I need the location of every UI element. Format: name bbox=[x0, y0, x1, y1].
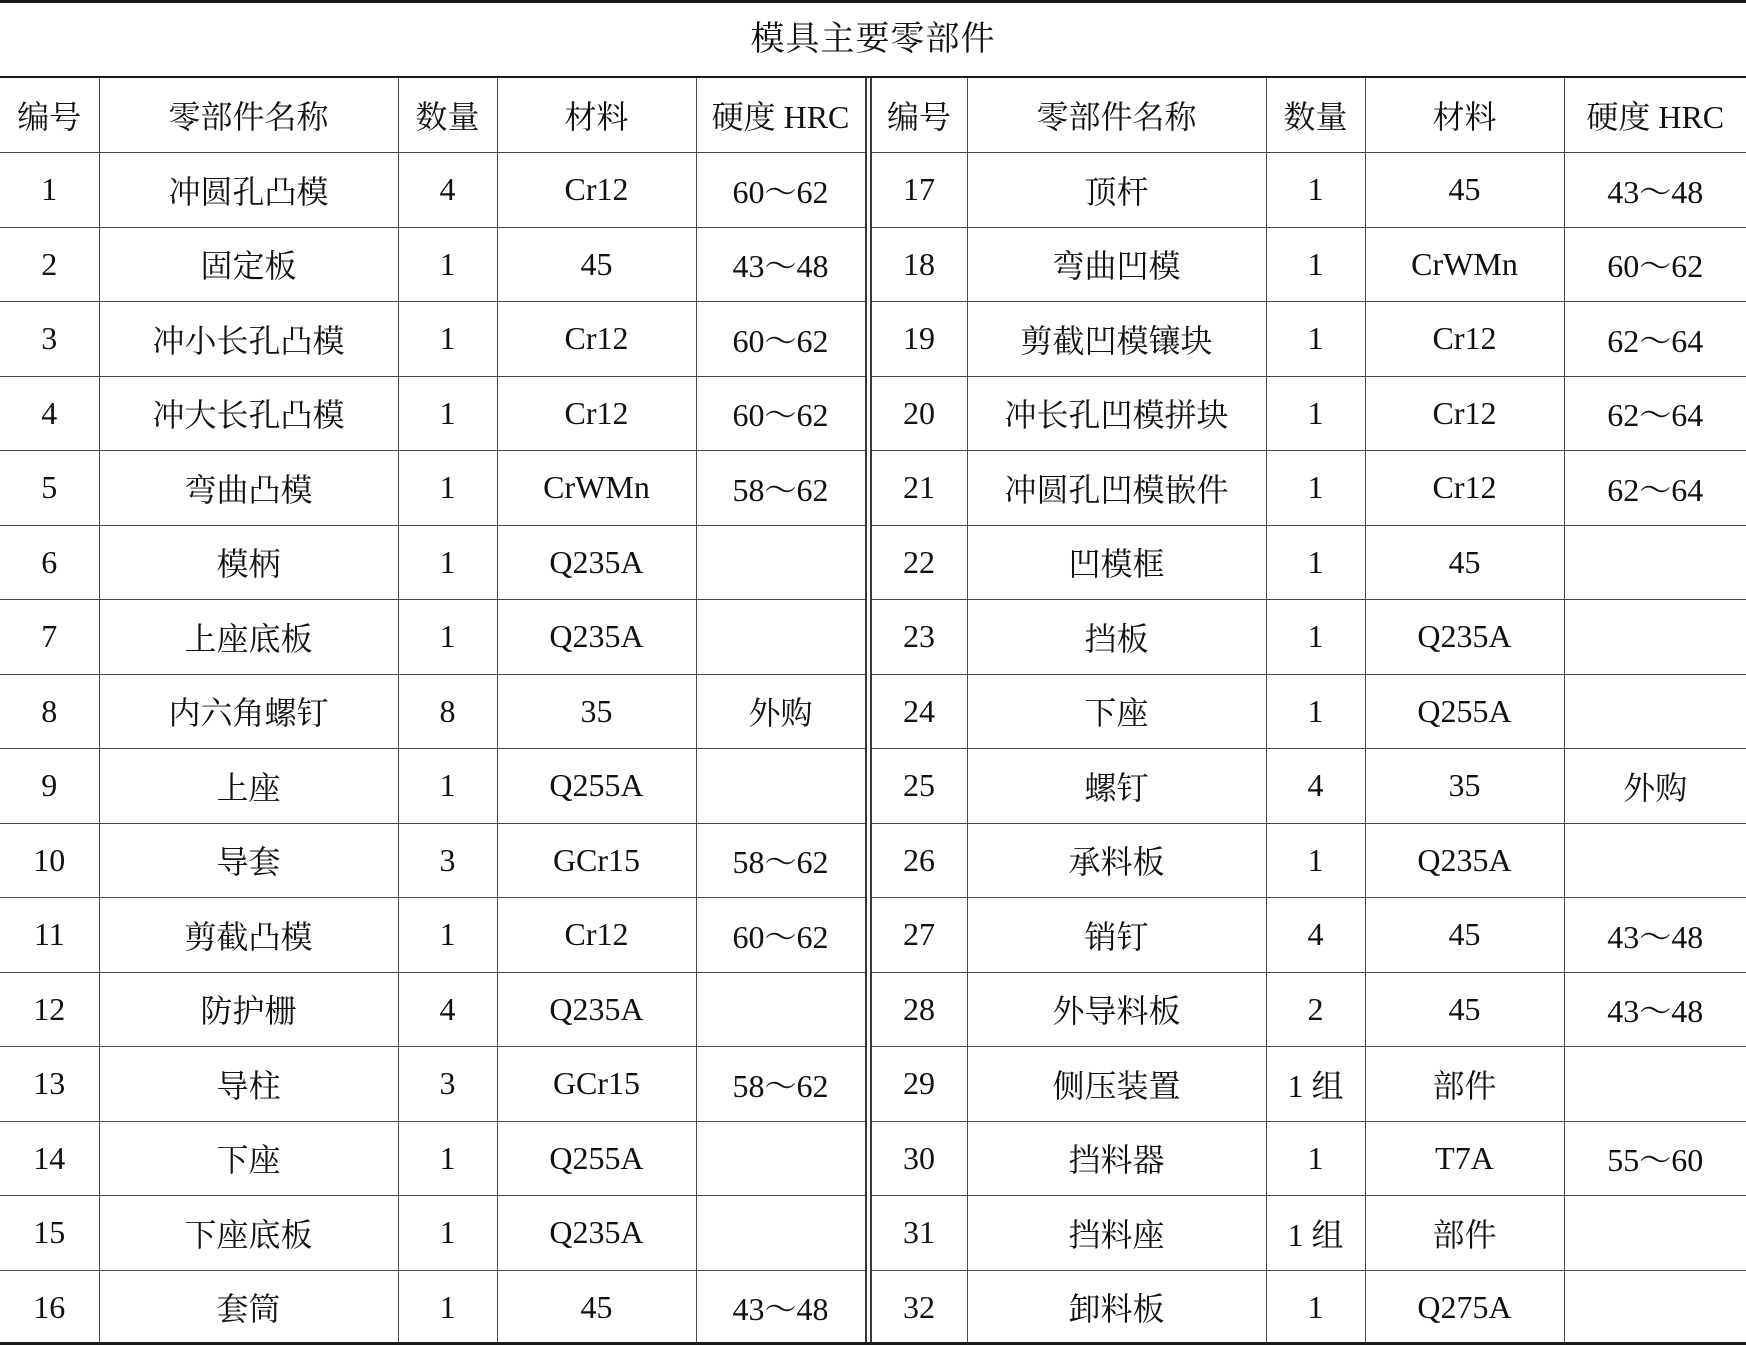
part-quantity-cell: 3 bbox=[398, 823, 497, 898]
part-material-cell: Q235A bbox=[497, 972, 696, 1047]
part-quantity-cell: 1 bbox=[398, 525, 497, 600]
table-row bbox=[0, 1196, 1746, 1271]
parts-table bbox=[0, 78, 1746, 1344]
part-material-cell: CrWMn bbox=[1365, 227, 1564, 302]
part-material-cell: 45 bbox=[497, 227, 696, 302]
table-title: 模具主要零部件 bbox=[750, 21, 996, 58]
part-hardness-cell bbox=[696, 749, 868, 824]
part-number-cell: 28 bbox=[868, 972, 967, 1047]
part-number-cell: 13 bbox=[0, 1047, 99, 1122]
part-material-cell: 部件 bbox=[1365, 1047, 1564, 1122]
part-hardness-cell: 62～64 bbox=[1564, 302, 1746, 377]
table-row bbox=[0, 153, 1746, 228]
col-header-hardness-left: 硬度 HRC bbox=[696, 78, 868, 153]
table-row bbox=[0, 227, 1746, 302]
part-material-cell: Cr12 bbox=[1365, 451, 1564, 526]
part-hardness-cell bbox=[696, 1121, 868, 1196]
part-hardness-cell: 外购 bbox=[696, 674, 868, 749]
part-number-cell: 17 bbox=[868, 153, 967, 228]
part-material-cell: Q255A bbox=[497, 1121, 696, 1196]
part-quantity-cell: 1 bbox=[398, 749, 497, 824]
part-material-cell: Cr12 bbox=[1365, 302, 1564, 377]
part-material-cell: Cr12 bbox=[497, 302, 696, 377]
part-name-cell: 冲圆孔凹模嵌件 bbox=[967, 451, 1266, 526]
part-number-cell: 18 bbox=[868, 227, 967, 302]
part-material-cell: Q275A bbox=[1365, 1270, 1564, 1344]
part-number-cell: 9 bbox=[0, 749, 99, 824]
part-hardness-cell bbox=[696, 972, 868, 1047]
part-number-cell: 25 bbox=[868, 749, 967, 824]
part-name-cell: 模柄 bbox=[99, 525, 398, 600]
table-row bbox=[0, 898, 1746, 973]
part-name-cell: 弯曲凸模 bbox=[99, 451, 398, 526]
part-hardness-cell: 60～62 bbox=[1564, 227, 1746, 302]
part-name-cell: 挡料器 bbox=[967, 1121, 1266, 1196]
part-material-cell: Q235A bbox=[1365, 823, 1564, 898]
part-number-cell: 1 bbox=[0, 153, 99, 228]
part-material-cell: Q255A bbox=[1365, 674, 1564, 749]
part-name-cell: 导套 bbox=[99, 823, 398, 898]
part-name-cell: 冲小长孔凸模 bbox=[99, 302, 398, 377]
part-material-cell: Cr12 bbox=[1365, 376, 1564, 451]
table-row bbox=[0, 376, 1746, 451]
part-name-cell: 上座 bbox=[99, 749, 398, 824]
part-hardness-cell: 62～64 bbox=[1564, 451, 1746, 526]
part-number-cell: 10 bbox=[0, 823, 99, 898]
part-quantity-cell: 1 bbox=[398, 227, 497, 302]
part-name-cell: 冲圆孔凸模 bbox=[99, 153, 398, 228]
part-quantity-cell: 1 bbox=[398, 600, 497, 675]
table-row bbox=[0, 451, 1746, 526]
part-quantity-cell: 4 bbox=[398, 153, 497, 228]
part-quantity-cell: 1 bbox=[398, 451, 497, 526]
col-header-part-name-left: 零部件名称 bbox=[99, 78, 398, 153]
part-material-cell: Q235A bbox=[497, 1196, 696, 1271]
part-quantity-cell: 1 组 bbox=[1266, 1047, 1365, 1122]
part-hardness-cell: 60～62 bbox=[696, 302, 868, 377]
col-header-quantity-left: 数量 bbox=[398, 78, 497, 153]
part-name-cell: 冲长孔凹模拼块 bbox=[967, 376, 1266, 451]
part-name-cell: 下座 bbox=[967, 674, 1266, 749]
part-number-cell: 5 bbox=[0, 451, 99, 526]
part-quantity-cell: 1 bbox=[398, 1270, 497, 1344]
part-number-cell: 12 bbox=[0, 972, 99, 1047]
part-quantity-cell: 4 bbox=[1266, 898, 1365, 973]
part-hardness-cell bbox=[1564, 1047, 1746, 1122]
part-hardness-cell bbox=[696, 600, 868, 675]
part-number-cell: 26 bbox=[868, 823, 967, 898]
part-name-cell: 卸料板 bbox=[967, 1270, 1266, 1344]
part-number-cell: 6 bbox=[0, 525, 99, 600]
part-quantity-cell: 1 bbox=[1266, 302, 1365, 377]
part-material-cell: T7A bbox=[1365, 1121, 1564, 1196]
part-material-cell: Q235A bbox=[497, 525, 696, 600]
col-header-number-left: 编号 bbox=[0, 78, 99, 153]
table-row bbox=[0, 600, 1746, 675]
part-name-cell: 承料板 bbox=[967, 823, 1266, 898]
part-material-cell: Cr12 bbox=[497, 153, 696, 228]
part-name-cell: 弯曲凹模 bbox=[967, 227, 1266, 302]
part-quantity-cell: 1 bbox=[1266, 600, 1365, 675]
part-hardness-cell: 55～60 bbox=[1564, 1121, 1746, 1196]
part-name-cell: 下座 bbox=[99, 1121, 398, 1196]
col-header-number-right: 编号 bbox=[868, 78, 967, 153]
part-hardness-cell: 58～62 bbox=[696, 1047, 868, 1122]
part-quantity-cell: 1 bbox=[1266, 1121, 1365, 1196]
part-material-cell: CrWMn bbox=[497, 451, 696, 526]
part-number-cell: 15 bbox=[0, 1196, 99, 1271]
part-hardness-cell: 43～48 bbox=[1564, 898, 1746, 973]
part-hardness-cell bbox=[1564, 1270, 1746, 1344]
part-quantity-cell: 1 bbox=[398, 1121, 497, 1196]
part-quantity-cell: 1 bbox=[1266, 451, 1365, 526]
part-material-cell: 45 bbox=[1365, 972, 1564, 1047]
table-row bbox=[0, 525, 1746, 600]
part-material-cell: 45 bbox=[1365, 153, 1564, 228]
part-hardness-cell: 外购 bbox=[1564, 749, 1746, 824]
header-row bbox=[0, 78, 1746, 153]
part-hardness-cell: 43～48 bbox=[696, 1270, 868, 1344]
part-name-cell: 内六角螺钉 bbox=[99, 674, 398, 749]
part-name-cell: 销钉 bbox=[967, 898, 1266, 973]
part-quantity-cell: 8 bbox=[398, 674, 497, 749]
part-hardness-cell bbox=[1564, 823, 1746, 898]
part-number-cell: 29 bbox=[868, 1047, 967, 1122]
part-material-cell: Q255A bbox=[497, 749, 696, 824]
part-material-cell: GCr15 bbox=[497, 1047, 696, 1122]
part-quantity-cell: 1 bbox=[1266, 153, 1365, 228]
part-material-cell: Q235A bbox=[1365, 600, 1564, 675]
part-hardness-cell: 60～62 bbox=[696, 376, 868, 451]
part-material-cell: GCr15 bbox=[497, 823, 696, 898]
part-material-cell: 部件 bbox=[1365, 1196, 1564, 1271]
part-quantity-cell: 2 bbox=[1266, 972, 1365, 1047]
part-name-cell: 挡板 bbox=[967, 600, 1266, 675]
part-material-cell: Cr12 bbox=[497, 898, 696, 973]
part-hardness-cell bbox=[696, 525, 868, 600]
part-quantity-cell: 1 组 bbox=[1266, 1196, 1365, 1271]
col-header-hardness-right: 硬度 HRC bbox=[1564, 78, 1746, 153]
part-quantity-cell: 1 bbox=[1266, 525, 1365, 600]
part-name-cell: 挡料座 bbox=[967, 1196, 1266, 1271]
part-quantity-cell: 1 bbox=[398, 898, 497, 973]
part-number-cell: 19 bbox=[868, 302, 967, 377]
part-name-cell: 侧压装置 bbox=[967, 1047, 1266, 1122]
part-quantity-cell: 1 bbox=[1266, 674, 1365, 749]
part-number-cell: 24 bbox=[868, 674, 967, 749]
part-name-cell: 防护栅 bbox=[99, 972, 398, 1047]
part-name-cell: 冲大长孔凸模 bbox=[99, 376, 398, 451]
part-name-cell: 剪截凸模 bbox=[99, 898, 398, 973]
part-number-cell: 8 bbox=[0, 674, 99, 749]
part-name-cell: 上座底板 bbox=[99, 600, 398, 675]
part-name-cell: 固定板 bbox=[99, 227, 398, 302]
part-material-cell: 35 bbox=[497, 674, 696, 749]
part-number-cell: 31 bbox=[868, 1196, 967, 1271]
part-material-cell: Cr12 bbox=[497, 376, 696, 451]
part-quantity-cell: 4 bbox=[1266, 749, 1365, 824]
part-number-cell: 30 bbox=[868, 1121, 967, 1196]
part-number-cell: 23 bbox=[868, 600, 967, 675]
part-material-cell: Q235A bbox=[497, 600, 696, 675]
part-number-cell: 7 bbox=[0, 600, 99, 675]
part-quantity-cell: 3 bbox=[398, 1047, 497, 1122]
part-number-cell: 2 bbox=[0, 227, 99, 302]
table-row bbox=[0, 1121, 1746, 1196]
part-hardness-cell: 43～48 bbox=[1564, 153, 1746, 228]
table-row bbox=[0, 823, 1746, 898]
part-name-cell: 导柱 bbox=[99, 1047, 398, 1122]
part-hardness-cell: 43～48 bbox=[1564, 972, 1746, 1047]
col-header-quantity-right: 数量 bbox=[1266, 78, 1365, 153]
table-row bbox=[0, 674, 1746, 749]
part-hardness-cell: 62～64 bbox=[1564, 376, 1746, 451]
part-material-cell: 45 bbox=[1365, 898, 1564, 973]
part-quantity-cell: 4 bbox=[398, 972, 497, 1047]
part-number-cell: 14 bbox=[0, 1121, 99, 1196]
part-number-cell: 11 bbox=[0, 898, 99, 973]
part-number-cell: 22 bbox=[868, 525, 967, 600]
part-hardness-cell bbox=[696, 1196, 868, 1271]
part-quantity-cell: 1 bbox=[398, 1196, 497, 1271]
table-row bbox=[0, 972, 1746, 1047]
part-material-cell: 45 bbox=[497, 1270, 696, 1344]
part-name-cell: 顶杆 bbox=[967, 153, 1266, 228]
part-number-cell: 27 bbox=[868, 898, 967, 973]
part-hardness-cell: 58～62 bbox=[696, 823, 868, 898]
part-hardness-cell bbox=[1564, 674, 1746, 749]
part-hardness-cell: 60～62 bbox=[696, 898, 868, 973]
part-material-cell: 45 bbox=[1365, 525, 1564, 600]
part-quantity-cell: 1 bbox=[1266, 1270, 1365, 1344]
part-name-cell: 套筒 bbox=[99, 1270, 398, 1344]
table-row bbox=[0, 1270, 1746, 1344]
part-hardness-cell bbox=[1564, 600, 1746, 675]
part-material-cell: 35 bbox=[1365, 749, 1564, 824]
table-row bbox=[0, 302, 1746, 377]
part-number-cell: 3 bbox=[0, 302, 99, 377]
part-name-cell: 凹模框 bbox=[967, 525, 1266, 600]
part-name-cell: 螺钉 bbox=[967, 749, 1266, 824]
col-header-material-left: 材料 bbox=[497, 78, 696, 153]
part-quantity-cell: 1 bbox=[398, 376, 497, 451]
part-number-cell: 20 bbox=[868, 376, 967, 451]
part-hardness-cell: 58～62 bbox=[696, 451, 868, 526]
part-name-cell: 下座底板 bbox=[99, 1196, 398, 1271]
part-number-cell: 16 bbox=[33, 1288, 66, 1325]
col-header-part-name-right: 零部件名称 bbox=[967, 78, 1266, 153]
part-hardness-cell bbox=[1564, 525, 1746, 600]
part-quantity-cell: 1 bbox=[1266, 823, 1365, 898]
table-row bbox=[0, 1047, 1746, 1122]
part-hardness-cell: 43～48 bbox=[696, 227, 868, 302]
table-row bbox=[0, 749, 1746, 824]
part-name-cell: 外导料板 bbox=[967, 972, 1266, 1047]
bottom-rule bbox=[0, 1342, 1746, 1345]
part-name-cell: 剪截凹模镶块 bbox=[967, 302, 1266, 377]
part-number-cell: 32 bbox=[868, 1270, 967, 1344]
part-quantity-cell: 1 bbox=[1266, 227, 1365, 302]
part-quantity-cell: 1 bbox=[1266, 376, 1365, 451]
part-quantity-cell: 1 bbox=[398, 302, 497, 377]
part-number-cell: 21 bbox=[868, 451, 967, 526]
part-hardness-cell bbox=[1564, 1196, 1746, 1271]
part-hardness-cell: 60～62 bbox=[696, 153, 868, 228]
table-body bbox=[0, 153, 1746, 1345]
part-number-cell: 4 bbox=[0, 376, 99, 451]
col-header-material-right: 材料 bbox=[1365, 78, 1564, 153]
